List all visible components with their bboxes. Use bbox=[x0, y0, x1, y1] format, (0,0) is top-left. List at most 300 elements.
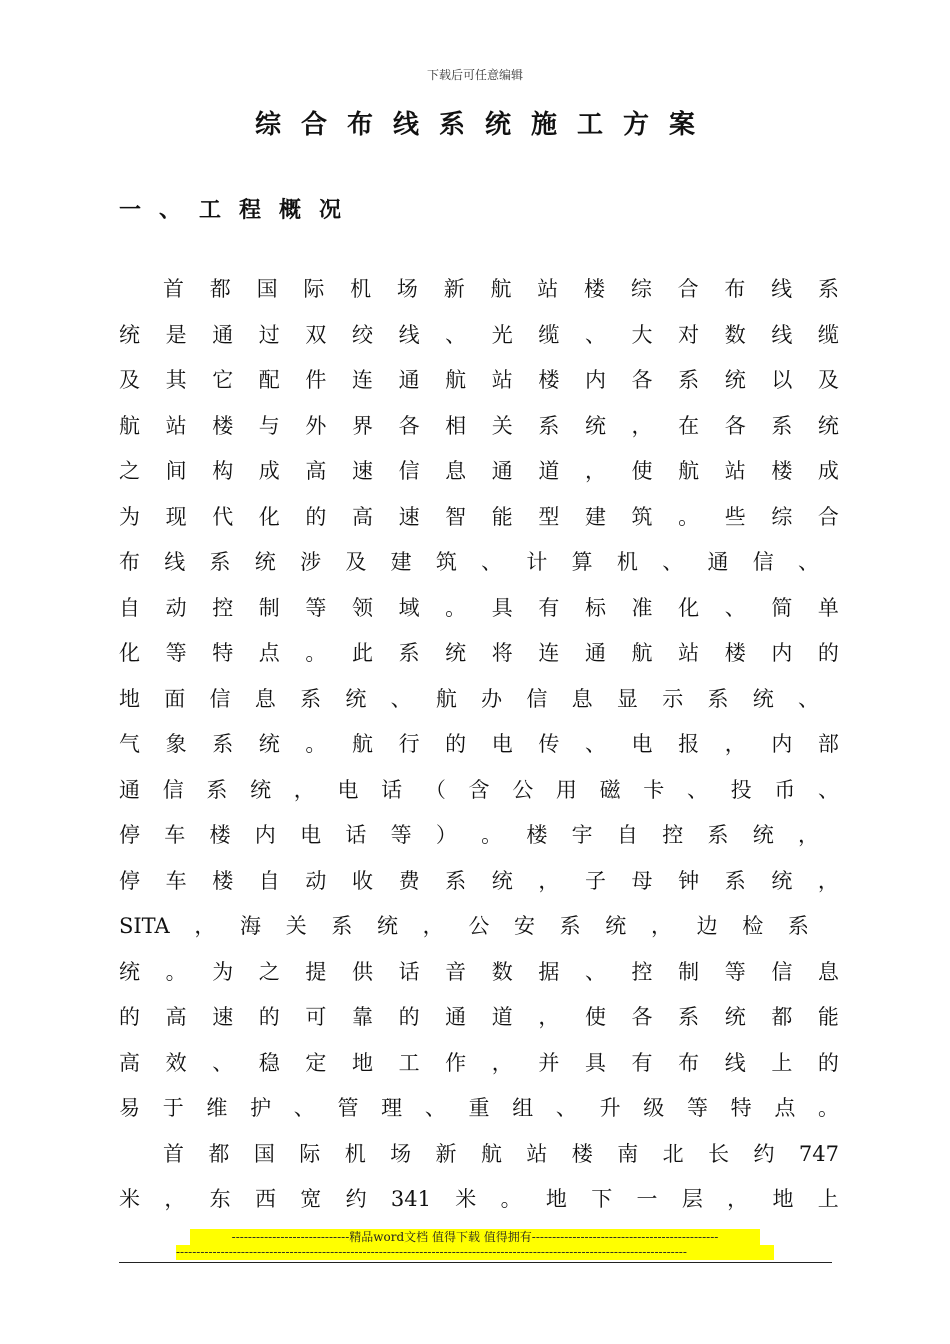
text-glyph: 显 bbox=[616, 686, 638, 711]
text-glyph: 信 bbox=[752, 550, 774, 574]
text-line bbox=[119, 950, 839, 996]
text-glyph: ， bbox=[538, 1005, 560, 1029]
text-glyph: 高 bbox=[351, 504, 373, 529]
text-glyph: 、 bbox=[818, 777, 839, 802]
text-glyph: 理 bbox=[381, 1096, 403, 1120]
text-glyph: 界 bbox=[351, 413, 373, 438]
text-glyph: 据 bbox=[538, 959, 560, 984]
text-glyph: 地 bbox=[351, 1050, 373, 1075]
text-glyph: 关 bbox=[285, 914, 307, 938]
text-glyph: 筑 bbox=[435, 550, 457, 574]
text-glyph: 传 bbox=[538, 732, 560, 756]
text-glyph: 停 bbox=[119, 823, 140, 847]
text-glyph: 通 bbox=[212, 322, 234, 347]
text-glyph: 航 bbox=[678, 459, 700, 483]
text-glyph: 速 bbox=[351, 459, 373, 483]
text-glyph: 通 bbox=[445, 1005, 467, 1029]
text-glyph: 特 bbox=[212, 641, 234, 665]
text-glyph: 简 bbox=[771, 595, 793, 620]
text-glyph: 。 bbox=[678, 504, 700, 529]
text-glyph: 、 bbox=[390, 686, 412, 711]
text-glyph: 海 bbox=[240, 914, 262, 938]
text-glyph: ， bbox=[194, 914, 216, 938]
text-glyph: 系 bbox=[212, 732, 234, 756]
text-glyph: 的 bbox=[258, 1005, 280, 1029]
text-glyph: 约 bbox=[753, 1141, 775, 1166]
text-glyph: 。 bbox=[481, 823, 503, 847]
text-glyph: 于 bbox=[162, 1096, 184, 1120]
text-glyph: ， bbox=[650, 914, 672, 938]
text-glyph: 使 bbox=[584, 1005, 606, 1029]
text-glyph: 其 bbox=[165, 368, 187, 392]
text-glyph: 币 bbox=[774, 777, 796, 802]
text-glyph: 电 bbox=[337, 777, 359, 802]
text-glyph: 费 bbox=[398, 868, 420, 893]
text-glyph: 间 bbox=[165, 459, 187, 483]
text-glyph: 话 bbox=[381, 777, 403, 802]
text-glyph: 、 bbox=[584, 322, 606, 347]
text-glyph: 统 bbox=[445, 641, 467, 665]
text-glyph: 公 bbox=[512, 777, 534, 802]
text-glyph: 、 bbox=[584, 732, 606, 756]
text-glyph: 、 bbox=[662, 550, 684, 574]
footer-divider bbox=[119, 1262, 832, 1263]
text-glyph: 控 bbox=[631, 959, 653, 984]
text-glyph: 都 bbox=[208, 1141, 230, 1166]
text-glyph: ， bbox=[817, 868, 839, 893]
text-glyph: 各 bbox=[631, 368, 653, 392]
text-glyph: 航 bbox=[490, 277, 512, 301]
text-glyph: 钟 bbox=[678, 868, 700, 893]
text-glyph: 化 bbox=[258, 504, 280, 529]
text-line bbox=[119, 495, 839, 541]
text-glyph: 成 bbox=[817, 459, 839, 483]
text-glyph: 算 bbox=[571, 550, 593, 574]
text-glyph: 布 bbox=[119, 550, 140, 574]
text-line bbox=[119, 995, 839, 1041]
text-glyph: 系 bbox=[206, 777, 228, 802]
text-glyph: 此 bbox=[351, 641, 373, 665]
text-glyph: 缆 bbox=[538, 322, 560, 347]
text-glyph: 息 bbox=[817, 959, 839, 984]
text-glyph: ， bbox=[293, 777, 315, 802]
text-glyph: 息 bbox=[254, 686, 276, 711]
text-glyph: 筑 bbox=[631, 504, 653, 529]
text-glyph: 站 bbox=[491, 368, 513, 392]
text-glyph: 的 bbox=[817, 641, 839, 665]
text-glyph: 上 bbox=[817, 1187, 839, 1211]
text-glyph: 升 bbox=[599, 1096, 621, 1120]
text-glyph: 统 bbox=[491, 868, 513, 893]
text-glyph: 东 bbox=[209, 1187, 231, 1211]
text-glyph: 准 bbox=[631, 595, 653, 620]
section-heading: 一、工程概况 bbox=[119, 197, 360, 223]
text-glyph: 信 bbox=[398, 459, 420, 483]
text-glyph: 现 bbox=[165, 504, 187, 529]
footer-banner: -----------------------------精品word文档 值得下载 值得拥有---------------------------------------------- bbox=[190, 1229, 760, 1245]
text-glyph: 将 bbox=[491, 641, 513, 665]
text-glyph: 747 bbox=[798, 1141, 839, 1166]
text-glyph: 电 bbox=[631, 732, 653, 756]
text-glyph: 涉 bbox=[300, 550, 322, 574]
text-glyph: 供 bbox=[351, 959, 373, 984]
text-glyph: 护 bbox=[250, 1096, 272, 1120]
text-glyph: 域 bbox=[398, 595, 420, 620]
text-glyph: 综 bbox=[630, 277, 652, 301]
text-glyph: SITA bbox=[119, 914, 170, 938]
text-glyph: 速 bbox=[212, 1005, 234, 1029]
text-glyph: 系 bbox=[724, 868, 746, 893]
text-glyph: 子 bbox=[584, 868, 606, 893]
text-glyph: 、 bbox=[797, 550, 819, 574]
text-glyph: 制 bbox=[678, 959, 700, 984]
text-glyph: 楼 bbox=[538, 368, 560, 392]
text-glyph: 楼 bbox=[212, 413, 234, 438]
text-line bbox=[119, 813, 819, 859]
text-glyph: 站 bbox=[724, 459, 746, 483]
text-glyph: 、 bbox=[212, 1050, 234, 1075]
text-glyph: 以 bbox=[771, 368, 793, 392]
text-glyph: 各 bbox=[631, 1005, 653, 1029]
text-glyph: ， bbox=[727, 1187, 749, 1211]
text-glyph: 成 bbox=[258, 459, 280, 483]
text-glyph: 工 bbox=[398, 1050, 420, 1075]
text-glyph: 是 bbox=[165, 322, 187, 347]
text-glyph: 内 bbox=[254, 823, 276, 847]
text-line bbox=[119, 677, 819, 723]
text-glyph: 航 bbox=[480, 1141, 502, 1166]
text-glyph: 系 bbox=[787, 914, 809, 938]
text-glyph: 过 bbox=[258, 322, 280, 347]
text-glyph: 综 bbox=[771, 504, 793, 529]
text-glyph: 建 bbox=[390, 550, 412, 574]
text-glyph: 楼 bbox=[526, 823, 548, 847]
text-glyph: 电 bbox=[491, 732, 513, 756]
text-glyph: 系 bbox=[559, 914, 581, 938]
text-glyph: ， bbox=[164, 1187, 186, 1211]
text-glyph: 的 bbox=[305, 504, 327, 529]
text-glyph: 气 bbox=[119, 732, 140, 756]
text-glyph: 线 bbox=[771, 322, 793, 347]
text-line bbox=[119, 768, 839, 814]
text-glyph: 定 bbox=[305, 1050, 327, 1075]
text-glyph: 统 bbox=[605, 914, 627, 938]
text-glyph: ， bbox=[724, 732, 746, 756]
text-glyph: 、 bbox=[686, 777, 708, 802]
text-glyph: 能 bbox=[817, 1005, 839, 1029]
text-glyph: 能 bbox=[491, 504, 513, 529]
text-glyph: 地 bbox=[119, 686, 140, 711]
text-glyph: 化 bbox=[678, 595, 700, 620]
text-glyph: 象 bbox=[165, 732, 187, 756]
text-glyph: 布 bbox=[724, 277, 746, 301]
text-glyph: 航 bbox=[119, 413, 140, 438]
text-glyph: 线 bbox=[771, 277, 793, 301]
header-note: 下载后可任意编辑 bbox=[426, 68, 523, 82]
text-glyph: 通 bbox=[491, 459, 513, 483]
text-glyph: 新 bbox=[443, 277, 465, 301]
text-glyph: 上 bbox=[771, 1050, 793, 1075]
text-glyph: 自 bbox=[616, 823, 638, 847]
text-glyph: 通 bbox=[584, 641, 606, 665]
text-glyph: 系 bbox=[678, 1005, 700, 1029]
text-glyph: ， bbox=[538, 868, 560, 893]
text-line bbox=[119, 1177, 839, 1223]
text-glyph: 话 bbox=[398, 959, 420, 984]
text-glyph: 线 bbox=[164, 550, 186, 574]
text-glyph: 统 bbox=[817, 413, 839, 438]
text-glyph: 代 bbox=[212, 504, 234, 529]
text-glyph: 等 bbox=[390, 823, 412, 847]
text-glyph: 为 bbox=[119, 504, 140, 529]
text-glyph: 卡 bbox=[643, 777, 665, 802]
text-glyph: 系 bbox=[331, 914, 353, 938]
text-glyph: 的 bbox=[119, 1005, 140, 1029]
text-glyph: 及 bbox=[119, 368, 140, 392]
text-glyph: 楼 bbox=[584, 277, 606, 301]
text-glyph: 统 bbox=[119, 322, 140, 347]
text-glyph: 信 bbox=[209, 686, 231, 711]
text-glyph: ， bbox=[797, 823, 819, 847]
text-glyph: ， bbox=[584, 459, 606, 483]
text-glyph: 之 bbox=[119, 459, 140, 483]
text-glyph: 西 bbox=[254, 1187, 276, 1211]
text-line bbox=[119, 586, 839, 632]
text-glyph: 配 bbox=[258, 368, 280, 392]
text-glyph: 点 bbox=[774, 1096, 796, 1120]
text-line bbox=[119, 859, 839, 905]
text-glyph: 等 bbox=[724, 959, 746, 984]
text-glyph: 些 bbox=[724, 504, 746, 529]
text-glyph: 。 bbox=[500, 1187, 522, 1211]
text-glyph: 音 bbox=[445, 959, 467, 984]
text-glyph: 效 bbox=[165, 1050, 187, 1075]
text-glyph: 计 bbox=[526, 550, 548, 574]
text-glyph: 。 bbox=[165, 959, 187, 984]
text-glyph: 高 bbox=[165, 1005, 187, 1029]
text-glyph: 自 bbox=[258, 868, 280, 893]
text-glyph: 内 bbox=[584, 368, 606, 392]
text-glyph: 都 bbox=[209, 277, 231, 301]
text-glyph: 型 bbox=[538, 504, 560, 529]
text-line bbox=[119, 1086, 839, 1132]
text-glyph: 含 bbox=[468, 777, 490, 802]
text-glyph: 、 bbox=[724, 595, 746, 620]
text-glyph: 磁 bbox=[599, 777, 621, 802]
text-glyph: 道 bbox=[491, 1005, 513, 1029]
text-glyph: 统 bbox=[258, 732, 280, 756]
text-glyph: 并 bbox=[538, 1050, 560, 1075]
footer-dashes: ------------------------------------------------------------------------------------------------------------------------------ bbox=[176, 1245, 774, 1260]
text-glyph: 建 bbox=[584, 504, 606, 529]
text-glyph: 易 bbox=[119, 1096, 140, 1120]
text-glyph: 有 bbox=[631, 1050, 653, 1075]
text-glyph: 航 bbox=[351, 732, 373, 756]
text-glyph: 动 bbox=[305, 868, 327, 893]
text-glyph: 国 bbox=[256, 277, 278, 301]
text-glyph: 数 bbox=[491, 959, 513, 984]
text-glyph: 对 bbox=[678, 322, 700, 347]
text-glyph: 楼 bbox=[771, 459, 793, 483]
text-glyph: 际 bbox=[299, 1141, 321, 1166]
text-glyph: 投 bbox=[730, 777, 752, 802]
text-glyph: 系 bbox=[445, 868, 467, 893]
text-glyph: 组 bbox=[512, 1096, 534, 1120]
text-glyph: 合 bbox=[677, 277, 699, 301]
text-glyph: 重 bbox=[468, 1096, 490, 1120]
text-glyph: 通 bbox=[707, 550, 729, 574]
text-glyph: 机 bbox=[344, 1141, 366, 1166]
text-glyph: 通 bbox=[119, 777, 140, 802]
text-glyph: 双 bbox=[305, 322, 327, 347]
text-glyph: ， bbox=[631, 413, 653, 438]
text-line bbox=[119, 313, 839, 359]
text-glyph: 电 bbox=[300, 823, 322, 847]
text-glyph: 。 bbox=[305, 732, 327, 756]
text-glyph: 息 bbox=[571, 686, 593, 711]
text-glyph: 母 bbox=[631, 868, 653, 893]
text-glyph: 边 bbox=[696, 914, 718, 938]
text-glyph: 系 bbox=[817, 277, 839, 301]
text-glyph: 构 bbox=[212, 459, 234, 483]
text-glyph: 制 bbox=[258, 595, 280, 620]
text-glyph: ， bbox=[491, 1050, 513, 1075]
text-glyph: 公 bbox=[468, 914, 490, 938]
text-glyph: 信 bbox=[526, 686, 548, 711]
text-glyph: 新 bbox=[435, 1141, 457, 1166]
text-glyph: 车 bbox=[165, 868, 187, 893]
text-glyph: 层 bbox=[681, 1187, 703, 1211]
text-glyph: 、 bbox=[555, 1096, 577, 1120]
text-glyph: 通 bbox=[398, 368, 420, 392]
text-glyph: 自 bbox=[119, 595, 140, 620]
text-glyph: 安 bbox=[513, 914, 535, 938]
text-glyph: 系 bbox=[707, 823, 729, 847]
text-line bbox=[119, 904, 809, 950]
text-glyph: 各 bbox=[398, 413, 420, 438]
text-glyph: 楼 bbox=[209, 823, 231, 847]
text-glyph: 米 bbox=[455, 1187, 477, 1211]
text-glyph: 收 bbox=[351, 868, 373, 893]
text-glyph: 连 bbox=[351, 368, 373, 392]
text-glyph: 系 bbox=[209, 550, 231, 574]
text-glyph: 在 bbox=[678, 413, 700, 438]
text-glyph: 、 bbox=[797, 686, 819, 711]
text-glyph: 统 bbox=[724, 368, 746, 392]
text-glyph: 际 bbox=[303, 277, 325, 301]
text-glyph: 领 bbox=[351, 595, 373, 620]
text-glyph: 统 bbox=[250, 777, 272, 802]
text-glyph: 统 bbox=[345, 686, 367, 711]
text-glyph: 件 bbox=[305, 368, 327, 392]
text-glyph: 话 bbox=[345, 823, 367, 847]
text-glyph: 、 bbox=[445, 322, 467, 347]
text-glyph: 示 bbox=[662, 686, 684, 711]
text-glyph: 智 bbox=[445, 504, 467, 529]
text-glyph: 站 bbox=[537, 277, 559, 301]
text-glyph: 站 bbox=[165, 413, 187, 438]
text-glyph: 统 bbox=[377, 914, 398, 938]
text-glyph: 宇 bbox=[571, 823, 593, 847]
text-glyph: 信 bbox=[771, 959, 793, 984]
text-glyph: 连 bbox=[538, 641, 560, 665]
text-glyph: 为 bbox=[212, 959, 234, 984]
text-glyph: 北 bbox=[662, 1141, 684, 1166]
text-glyph: 。 bbox=[305, 641, 327, 665]
text-glyph: 绞 bbox=[351, 322, 373, 347]
text-glyph: 的 bbox=[398, 1005, 420, 1029]
text-glyph: 级 bbox=[643, 1096, 665, 1120]
text-glyph: ） bbox=[435, 823, 457, 847]
text-glyph: 部 bbox=[817, 732, 839, 756]
text-glyph: 系 bbox=[678, 368, 700, 392]
text-glyph: 内 bbox=[771, 732, 793, 756]
text-glyph: 一 bbox=[636, 1187, 658, 1211]
text-glyph: 速 bbox=[398, 504, 420, 529]
text-glyph: 面 bbox=[164, 686, 186, 711]
text-glyph: 缆 bbox=[817, 322, 839, 347]
text-glyph: 布 bbox=[678, 1050, 700, 1075]
text-glyph: 合 bbox=[817, 504, 839, 529]
text-glyph: 靠 bbox=[351, 1005, 373, 1029]
text-glyph: 可 bbox=[305, 1005, 327, 1029]
text-glyph: 下 bbox=[591, 1187, 613, 1211]
text-glyph: 内 bbox=[771, 641, 793, 665]
text-glyph: （ bbox=[424, 777, 446, 802]
text-line bbox=[119, 1041, 839, 1087]
text-glyph: 统 bbox=[752, 686, 774, 711]
text-glyph: 有 bbox=[538, 595, 560, 620]
text-glyph: 系 bbox=[771, 413, 793, 438]
text-glyph: 首 bbox=[163, 277, 184, 301]
text-glyph: 息 bbox=[445, 459, 467, 483]
text-glyph: 机 bbox=[350, 277, 372, 301]
text-glyph: 外 bbox=[305, 413, 327, 438]
text-glyph: 控 bbox=[212, 595, 234, 620]
text-glyph: 系 bbox=[538, 413, 560, 438]
text-glyph: 化 bbox=[119, 641, 140, 665]
text-glyph: 统 bbox=[584, 413, 606, 438]
text-glyph: 道 bbox=[538, 459, 560, 483]
text-glyph: 线 bbox=[398, 322, 420, 347]
text-glyph: 控 bbox=[662, 823, 684, 847]
text-glyph: 约 bbox=[345, 1187, 367, 1211]
text-glyph: 都 bbox=[771, 1005, 793, 1029]
text-glyph: 系 bbox=[300, 686, 322, 711]
text-glyph: 等 bbox=[305, 595, 327, 620]
text-glyph: 341 bbox=[390, 1187, 431, 1211]
text-glyph: 高 bbox=[119, 1050, 140, 1075]
text-glyph: 提 bbox=[305, 959, 327, 984]
body-paragraph bbox=[119, 267, 839, 1223]
text-glyph: 、 bbox=[424, 1096, 446, 1120]
text-glyph: 用 bbox=[555, 777, 577, 802]
text-glyph: 高 bbox=[305, 459, 327, 483]
text-glyph: 及 bbox=[345, 550, 367, 574]
text-glyph: 航 bbox=[631, 641, 653, 665]
text-glyph: 数 bbox=[724, 322, 746, 347]
text-glyph: 等 bbox=[165, 641, 187, 665]
text-glyph: 宽 bbox=[300, 1187, 322, 1211]
text-line bbox=[119, 631, 839, 677]
text-glyph: 之 bbox=[258, 959, 280, 984]
text-glyph: 单 bbox=[817, 595, 839, 620]
text-glyph: 南 bbox=[617, 1141, 639, 1166]
text-line bbox=[119, 404, 839, 450]
text-glyph: 特 bbox=[730, 1096, 752, 1120]
text-glyph: 具 bbox=[584, 1050, 606, 1075]
text-glyph: 大 bbox=[631, 322, 653, 347]
